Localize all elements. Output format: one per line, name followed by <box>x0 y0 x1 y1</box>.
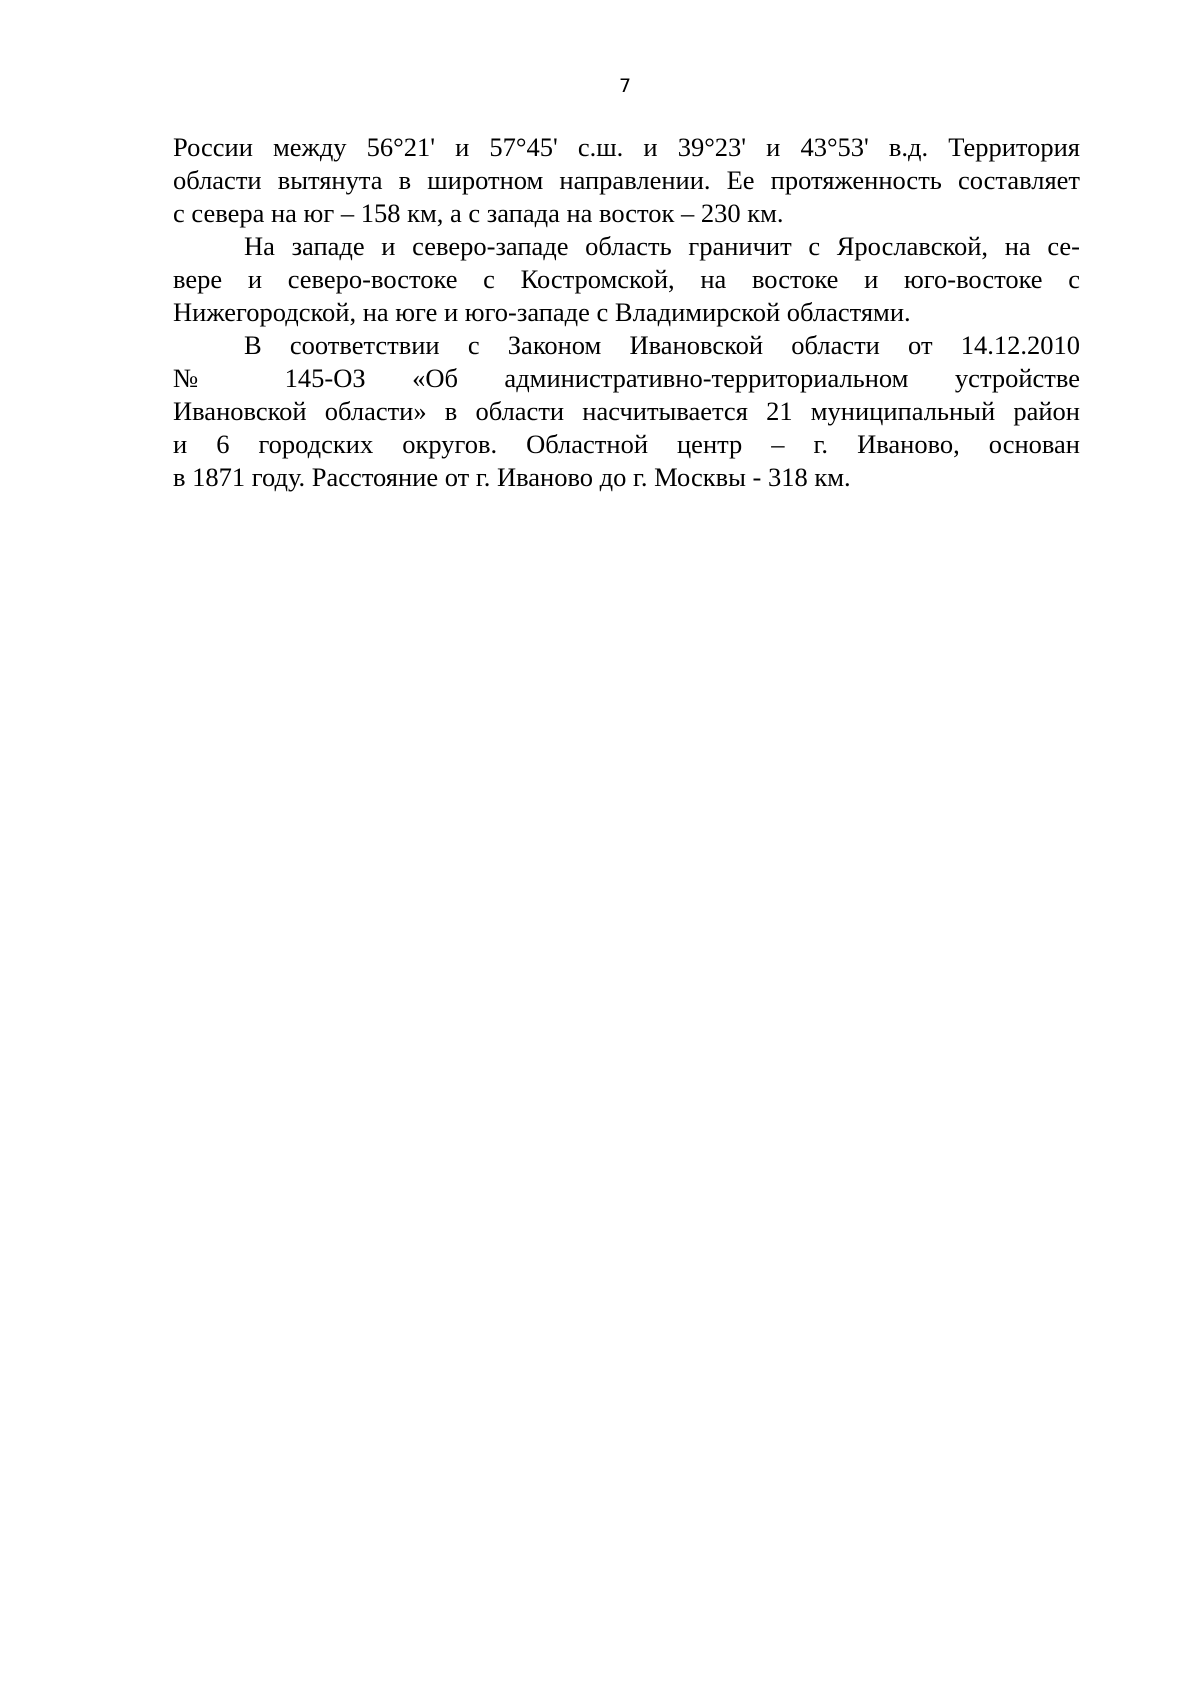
text-line: В соответствии с Законом Ивановской области от 14.12.2010 <box>244 330 1080 360</box>
text-line: На западе и северо-западе область граничит с Ярославской, на се- <box>244 231 1080 261</box>
text-line: области вытянута в широтном направлении. Ее протяженность составляет <box>173 165 1080 195</box>
text-line: вере и северо-востоке с Костромской, на востоке и юго-востоке с <box>173 264 1080 294</box>
paragraph-1 <box>173 131 1080 230</box>
text-line: Нижегородской, на юге и юго-западе с Владимирской областями. <box>173 297 911 327</box>
paragraph-2 <box>173 230 1080 329</box>
page-number: 7 <box>618 75 632 97</box>
text-line: в 1871 году. Расстояние от г. Иваново до г. Москвы - 318 км. <box>173 462 851 492</box>
text-line: и 6 городских округов. Областной центр – г. Иваново, основан <box>173 429 1080 459</box>
text-line: № 145-ОЗ «Об административно-территориальном устройстве <box>173 363 1080 393</box>
text-line: с севера на юг – 158 км, а с запада на восток – 230 км. <box>173 198 784 228</box>
paragraph-3 <box>173 329 1080 494</box>
text-line: Ивановской области» в области насчитывается 21 муниципальный район <box>173 396 1080 426</box>
text-line: России между 56°21' и 57°45' с.ш. и 39°23' и 43°53' в.д. Территория <box>173 132 1080 162</box>
document-body <box>173 131 1080 494</box>
